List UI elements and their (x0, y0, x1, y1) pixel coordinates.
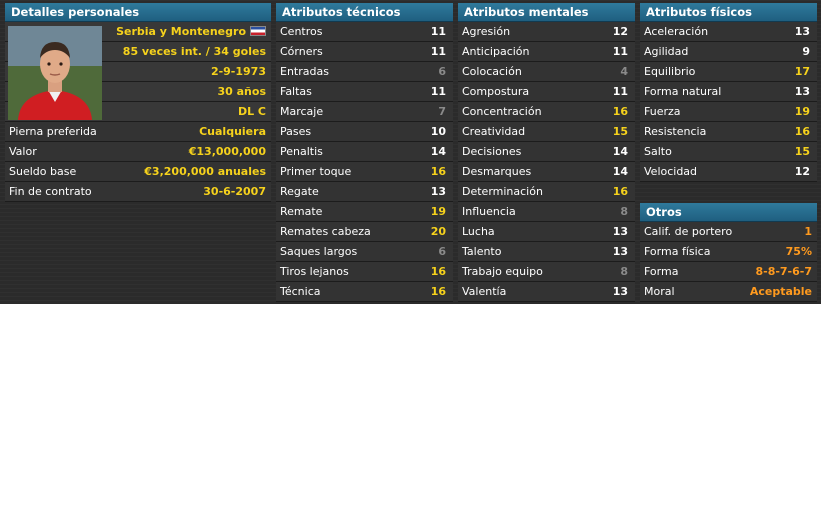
attribute-value: 15 (612, 125, 628, 138)
attribute-value: 13 (430, 185, 446, 198)
attribute-label: Valentía (462, 285, 507, 298)
attribute-value: 17 (794, 65, 810, 78)
player-photo (8, 26, 102, 120)
attribute-value: 16 (612, 185, 628, 198)
attribute-value: 16 (430, 285, 446, 298)
attribute-label: Pases (280, 125, 312, 138)
attribute-row (458, 182, 635, 202)
attribute-row (5, 142, 271, 162)
attribute-label: Concentración (462, 105, 542, 118)
attribute-label: Primer toque (280, 165, 352, 178)
attribute-label: Calif. de portero (644, 225, 733, 238)
attribute-row (640, 22, 817, 42)
attribute-row (458, 82, 635, 102)
attribute-label: Resistencia (644, 125, 707, 138)
attribute-label: Sueldo base (9, 165, 77, 178)
attribute-label: Saques largos (280, 245, 358, 258)
attribute-value: 13 (612, 285, 628, 298)
attribute-row (458, 162, 635, 182)
attribute-value: Cualquiera (199, 125, 266, 138)
attribute-row (276, 102, 453, 122)
attribute-row (276, 262, 453, 282)
attribute-row (276, 162, 453, 182)
attribute-value: 16 (430, 165, 446, 178)
attribute-value: 6 (438, 245, 446, 258)
attribute-value: 30-6-2007 (203, 185, 266, 198)
attribute-label: Técnica (280, 285, 321, 298)
attribute-value: 8 (620, 205, 628, 218)
attribute-value: 13 (794, 25, 810, 38)
attribute-value: 12 (612, 25, 628, 38)
attribute-row (640, 242, 817, 262)
attribute-row (640, 222, 817, 242)
attribute-label: Decisiones (462, 145, 522, 158)
attribute-label: Compostura (462, 85, 530, 98)
nationality-value: Serbia y Montenegro (116, 25, 246, 38)
attribute-label: Creatividad (462, 125, 526, 138)
attribute-label: Marcaje (280, 105, 324, 118)
attribute-value: 14 (612, 165, 628, 178)
attribute-label: Regate (280, 185, 319, 198)
attribute-label: Forma (644, 265, 679, 278)
attribute-row (640, 102, 817, 122)
attribute-row (458, 262, 635, 282)
flag-icon (250, 26, 266, 36)
attribute-row (640, 42, 817, 62)
attribute-row (276, 222, 453, 242)
attribute-value: Aceptable (749, 285, 812, 298)
attribute-value: 11 (612, 85, 628, 98)
position-value: DL C (237, 105, 266, 118)
attribute-row (458, 222, 635, 242)
attribute-label: Desmarques (462, 165, 532, 178)
attribute-label: Fuerza (644, 105, 681, 118)
attribute-value: 19 (794, 105, 810, 118)
attribute-label: Tiros lejanos (280, 265, 349, 278)
attribute-row (640, 262, 817, 282)
attribute-label: Aceleración (644, 25, 709, 38)
attribute-value: 16 (612, 105, 628, 118)
attribute-label: Agilidad (644, 45, 689, 58)
physical-attributes-header: Atributos físicos (640, 3, 817, 22)
attribute-row (276, 182, 453, 202)
attribute-value: 6 (438, 65, 446, 78)
attribute-row (458, 142, 635, 162)
mental-attributes-section (458, 3, 635, 302)
attribute-label: Penaltis (280, 145, 323, 158)
attribute-row (458, 102, 635, 122)
attribute-value: 13 (794, 85, 810, 98)
attribute-label: Trabajo equipo (462, 265, 543, 278)
attribute-label: Remates cabeza (280, 225, 371, 238)
attribute-label: Valor (9, 145, 37, 158)
attribute-label: Agresión (462, 25, 511, 38)
player-portrait-icon (8, 26, 102, 120)
attribute-label: Talento (462, 245, 502, 258)
attribute-value: 9 (802, 45, 810, 58)
attribute-value: 11 (612, 45, 628, 58)
attribute-label: Equilibrio (644, 65, 696, 78)
attribute-row (458, 62, 635, 82)
attribute-label: Determinación (462, 185, 543, 198)
attribute-value: 4 (620, 65, 628, 78)
attribute-label: Pierna preferida (9, 125, 97, 138)
attribute-value: 11 (430, 85, 446, 98)
attribute-row (640, 122, 817, 142)
age-value: 30 años (217, 85, 266, 98)
attribute-row (276, 142, 453, 162)
attribute-row (5, 182, 271, 202)
attribute-label: Forma física (644, 245, 711, 258)
attribute-value: 11 (430, 45, 446, 58)
attribute-label: Centros (280, 25, 323, 38)
attribute-value: 16 (430, 265, 446, 278)
attribute-label: Faltas (280, 85, 312, 98)
attribute-value: €13,000,000 (188, 145, 266, 158)
attribute-row (458, 242, 635, 262)
attribute-row (5, 122, 271, 142)
attribute-row (276, 282, 453, 302)
attribute-row (5, 162, 271, 182)
attribute-label: Salto (644, 145, 672, 158)
attribute-label: Anticipación (462, 45, 530, 58)
attribute-value: 10 (430, 125, 446, 138)
attribute-value: 12 (794, 165, 810, 178)
attribute-row (458, 22, 635, 42)
attribute-row (276, 42, 453, 62)
attribute-row (458, 202, 635, 222)
attribute-value: 15 (794, 145, 810, 158)
technical-attributes-header: Atributos técnicos (276, 3, 453, 22)
attribute-row (458, 122, 635, 142)
attribute-label: Fin de contrato (9, 185, 92, 198)
birth-date-value: 2-9-1973 (210, 65, 266, 78)
physical-attributes-section (640, 3, 817, 182)
attribute-row (458, 42, 635, 62)
mental-attributes-header: Atributos mentales (458, 3, 635, 22)
attribute-row (276, 62, 453, 82)
attribute-row (276, 122, 453, 142)
attribute-value: 14 (612, 145, 628, 158)
attribute-value: 1 (804, 225, 812, 238)
caps-value: 85 veces int. / 34 goles (122, 45, 266, 58)
attribute-value: 8 (620, 265, 628, 278)
attribute-row (276, 242, 453, 262)
nationality-link[interactable] (116, 22, 266, 41)
attribute-label: Córners (280, 45, 323, 58)
attribute-value: 8-8-7-6-7 (755, 265, 812, 278)
attribute-row (640, 282, 817, 302)
others-header: Otros (640, 203, 817, 222)
attribute-value: 14 (430, 145, 446, 158)
attribute-label: Entradas (280, 65, 329, 78)
attribute-row (276, 82, 453, 102)
attribute-value: 16 (794, 125, 810, 138)
attribute-value: €3,200,000 anuales (144, 165, 266, 178)
attribute-label: Colocación (462, 65, 522, 78)
attribute-label: Remate (280, 205, 323, 218)
attribute-row (640, 82, 817, 102)
attribute-label: Forma natural (644, 85, 722, 98)
attribute-label: Velocidad (644, 165, 698, 178)
attribute-value: 20 (430, 225, 446, 238)
attribute-row (276, 22, 453, 42)
personal-details-header: Detalles personales (5, 3, 271, 22)
technical-attributes-section (276, 3, 453, 302)
attribute-value: 19 (430, 205, 446, 218)
attribute-row (276, 202, 453, 222)
attribute-value: 13 (612, 245, 628, 258)
attribute-label: Lucha (462, 225, 495, 238)
attribute-label: Influencia (462, 205, 516, 218)
attribute-value: 11 (430, 25, 446, 38)
attribute-row (640, 142, 817, 162)
attribute-value: 13 (612, 225, 628, 238)
attribute-value: 7 (438, 105, 446, 118)
attribute-row (640, 62, 817, 82)
attribute-row (640, 162, 817, 182)
attribute-row (458, 282, 635, 302)
others-section (640, 203, 817, 302)
attribute-label: Moral (644, 285, 675, 298)
attribute-value: 75% (785, 245, 812, 258)
